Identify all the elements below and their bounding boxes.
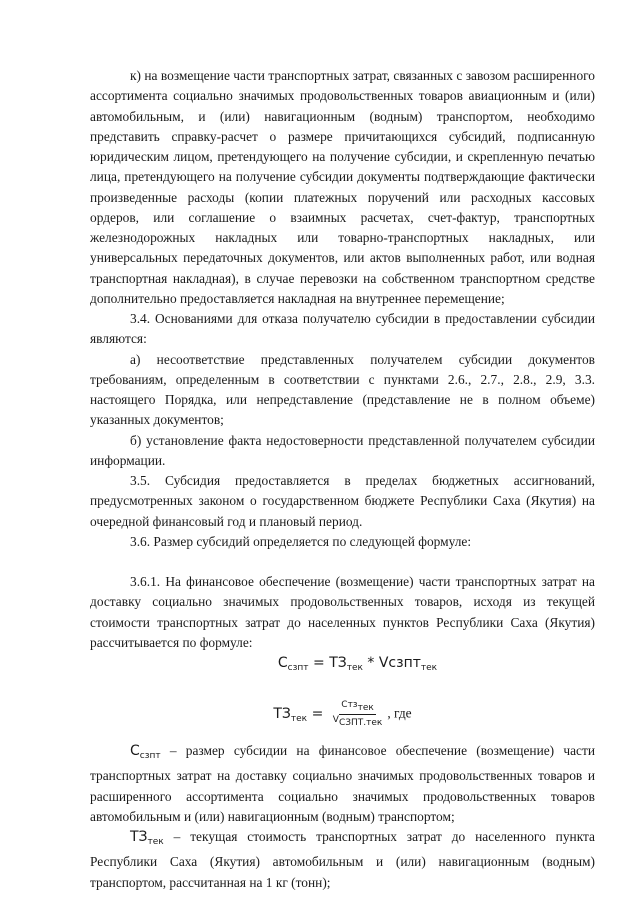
definition-subsidy-size: $С_{сзпт}$ – размер субсидии на финансовое обеспечение (возмещение) части транспортных затрат на доставку социально значимых продовольственных товаров и расширенного ассортимента социально значимых продовольственных товаров автомобильным и (или) навигационным (водным) транспортом; bbox=[90, 743, 595, 824]
definition-current-cost: $ТЗ_{тек}$ – текущая стоимость транспортных затрат до населенного пункта Республики Саха (Якутия) автомобильным и (или) навигационным (водным) транспортом, рассчитанная на 1 кг (тонн); bbox=[90, 829, 595, 890]
fraction-denominator: $V_{СЗПТ.тек}$ bbox=[332, 715, 383, 728]
formula-subsidy: $С_{сзпт} = ТЗ_{тек}$ * Vсзпт$_{тек}$ bbox=[277, 655, 438, 673]
document-page bbox=[90, 66, 595, 893]
formula-fraction bbox=[331, 700, 385, 729]
paragraph-3-4: 3.4. Основаниями для отказа получателю субсидии в предоставлении субсидии являются: bbox=[90, 311, 595, 347]
paragraph-k: к) на возмещение части транспортных затрат, связанных с завозом расширенного ассортимента социально значимых продовольственных товаров авиационным и (или) автомобильным, и (или) навигационным (водным) транспортом, необходимо представить справку-расчет о размере причитающихся субсидий, подписанную юридическим лицом, претендующего на получение субсидии, и скрепленную печатью лица, претендующего на получение субсидии документы подтверждающие фактически произведенные расходы (копии платежных поручений или расходных кассовых ордеров, или соглашение о взаимных расчетах, счет-фактур, транспортных железнодорожных накладных или товарно-транспортных накладных, или универсальных передаточных документов, или актов выполненных работ, или водная транспортная накладная), в случае перевозки на собственном транспортном средстве дополнительно предоставляется накладная на внутреннее перемещение; bbox=[90, 68, 595, 306]
formula-volume: Vсзпт$_{тек}$ bbox=[378, 655, 438, 673]
paragraph-3-4-b: б) установление факта недостоверности представленной получателем субсидии информации. bbox=[90, 432, 595, 468]
paragraph-3-6-1: 3.6.1. На финансовое обеспечение (возмещение) части транспортных затрат на доставку социально значимых продовольственных товаров, исходя из текущей стоимости транспортных затрат до населенных пунктов Республики Саха (Якутия) рассчитывается по формуле: bbox=[90, 574, 595, 650]
fraction-numerator: Стз$_{тек}$ bbox=[341, 700, 374, 713]
paragraph-3-6: 3.6. Размер субсидий определяется по следующей формуле: bbox=[130, 533, 472, 549]
paragraph-3-5: 3.5. Субсидия предоставляется в пределах бюджетных ассигнований, предусмотренных законом о государственном бюджете Республики Саха (Якутия) на очередной финансовый год и плановый период. bbox=[90, 473, 595, 529]
formula-current-cost: $ТЗ_{тек}$ = $\frac{Стз_{тек}}{V_{СЗПТ.тек}}$ , где bbox=[273, 700, 412, 728]
paragraph-3-4-a: а) несоответствие представленных получателем субсидии документов требованиям, определенным в соответствии с пунктами 2.6., 2.7., 2.8., 2.9, 3.3. настоящего Порядка, или непредставление (представление не в полном объеме) указанных документов; bbox=[90, 351, 595, 428]
blank-line bbox=[90, 552, 595, 572]
formula-lhs: $С_{сзпт}$ bbox=[277, 655, 309, 673]
formula-cost: $ТЗ_{тек}$ bbox=[329, 655, 363, 673]
